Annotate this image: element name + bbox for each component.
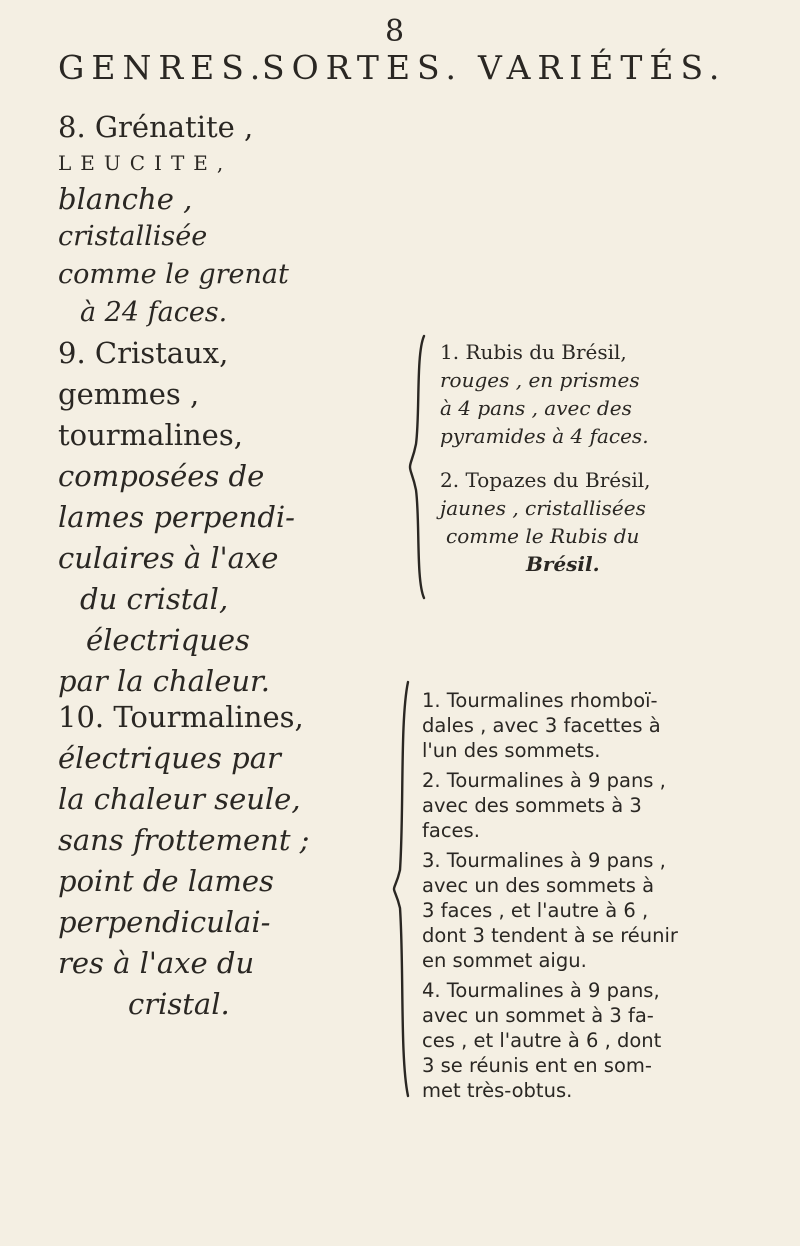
genre-8-line: blanche , xyxy=(58,182,193,216)
genre-8-line: cristallisée xyxy=(58,221,208,252)
variete-line: 3 se réunis ent en som- xyxy=(422,1054,652,1077)
genre-10-line: res à l'axe du xyxy=(58,946,255,980)
page-number: 8 xyxy=(385,14,405,49)
varietes-tourmalines xyxy=(422,688,678,1103)
variete-line: comme le Rubis du xyxy=(446,524,640,548)
variete-line: 1. Rubis du Brésil, xyxy=(440,340,627,364)
variete-line: à 4 pans , avec des xyxy=(440,396,632,420)
variete-line: 2. Tourmalines à 9 pans , xyxy=(422,769,666,792)
variete-line: rouges , en prismes xyxy=(440,368,640,392)
genre-9-entry xyxy=(58,333,295,702)
genre-9-line: du cristal, xyxy=(80,582,229,616)
genre-10-line: sans frottement ; xyxy=(58,823,310,857)
variete-line: pyramides à 4 faces. xyxy=(440,424,649,448)
variete-line: ces , et l'autre à 6 , dont xyxy=(422,1029,662,1052)
variete-line: dales , avec 3 facettes à xyxy=(422,714,661,737)
variete-line: 3 faces , et l'autre à 6 , xyxy=(422,899,649,922)
variete-line: 1. Tourmalines rhomboï- xyxy=(422,689,658,712)
genre-9-line: tourmalines, xyxy=(58,418,243,452)
header-varietes: VARIÉTÉS. xyxy=(478,48,727,87)
genre-8-line: comme le grenat xyxy=(58,259,289,290)
genre-10-line: perpendiculai- xyxy=(58,905,271,939)
genre-9-line: 9. Cristaux, xyxy=(58,336,229,370)
variete-line: avec des sommets à 3 xyxy=(422,794,642,817)
genre-10-line: électriques par xyxy=(58,741,281,775)
variete-line: 3. Tourmalines à 9 pans , xyxy=(422,849,666,872)
genre-10-line: 10. Tourmalines, xyxy=(58,700,304,734)
header-genres: GENRES. xyxy=(58,48,268,87)
curly-brace-icon xyxy=(408,334,432,600)
curly-brace-icon xyxy=(392,680,416,1098)
genre-10-line: cristal. xyxy=(128,987,230,1021)
genre-8-title: 8. Grénatite , xyxy=(58,110,254,144)
genre-10-line: point de lames xyxy=(58,864,274,898)
header-sortes: SORTES. xyxy=(262,48,463,87)
variete-line: faces. xyxy=(422,819,480,842)
genre-10-line: la chaleur seule, xyxy=(58,782,301,816)
genre-9-line: composées de xyxy=(58,459,265,493)
varietes-gemmes xyxy=(440,338,651,578)
variete-line: Brésil. xyxy=(526,552,600,576)
variete-line: en sommet aigu. xyxy=(422,949,587,972)
genre-9-line: lames perpendi- xyxy=(58,500,295,534)
genre-9-line: gemmes , xyxy=(58,377,200,411)
variete-line: dont 3 tendent à se réunir xyxy=(422,924,678,947)
genre-9-line: culaires à l'axe xyxy=(58,541,279,575)
genre-10-entry xyxy=(58,697,309,1025)
variete-line: avec un sommet à 3 fa- xyxy=(422,1004,654,1027)
genre-8-line: LEUCITE, xyxy=(58,151,233,175)
variete-line: met très-obtus. xyxy=(422,1079,573,1102)
genre-9-line: électriques xyxy=(86,623,250,657)
genre-8-line: à 24 faces. xyxy=(80,297,228,328)
genre-9-line: par la chaleur. xyxy=(58,664,270,698)
variete-line: 2. Topazes du Brésil, xyxy=(440,468,651,492)
variete-line: 4. Tourmalines à 9 pans, xyxy=(422,979,660,1002)
variete-line: avec un des sommets à xyxy=(422,874,655,897)
variete-line: jaunes , cristallisées xyxy=(440,496,646,520)
genre-8-entry xyxy=(58,108,289,332)
variete-line: l'un des sommets. xyxy=(422,739,601,762)
